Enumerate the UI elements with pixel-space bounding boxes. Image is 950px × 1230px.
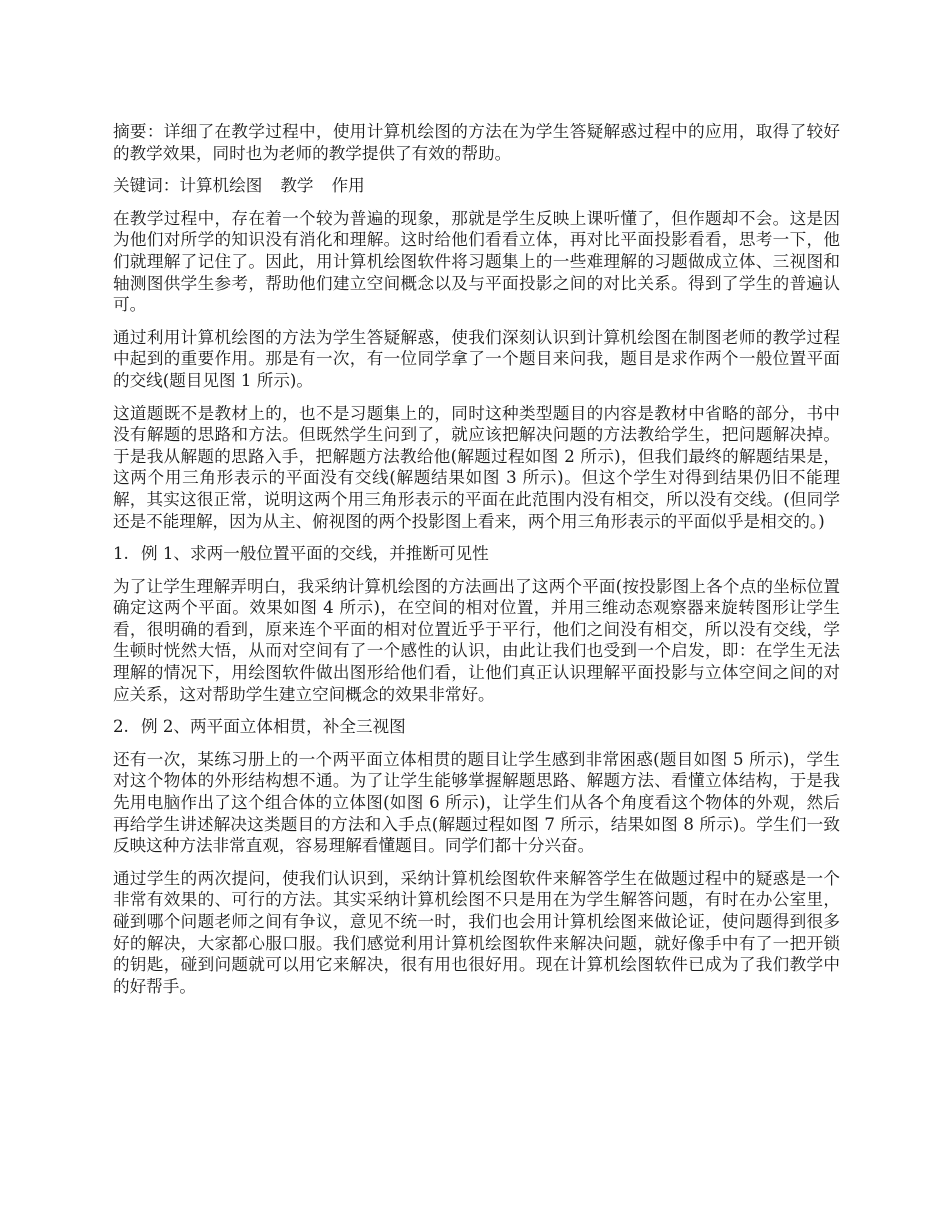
body-paragraph: 这道题既不是教材上的，也不是习题集上的，同时这种类型题目的内容是教材中省略的部分，书中没有解题的思路和方法。但既然学生问到了，就应该把解决问题的方法教给学生，把问题解决掉。于是我从解题的思路入手，把解题方法教给他(解题过程如图 2 所示)，但我们最终的解题结果是，这两个用三角形表示的平面没有交线(解题结果如图 3 所示)。但这个学生对得到结果仍旧不能理解，其实这很正常，说明这两个用三角形表示的平面在此范围内没有相交，所以没有交线。(但同学还是不能理解，因为从主、俯视图的两个投影图上看来，两个用三角形表示的平面似乎是相交的。) — [113, 403, 840, 531]
section-title: 例 1、求两一般位置平面的交线，并推断可见性 — [141, 544, 489, 564]
section-title: 例 2、两平面立体相贯，补全三视图 — [141, 717, 406, 737]
keyword-term: 计算机绘图 — [179, 176, 263, 196]
section-heading-1 — [113, 543, 840, 565]
section-number: 1. — [113, 544, 129, 564]
section-heading-2 — [113, 716, 840, 738]
body-paragraph: 还有一次，某练习册上的一个两平面立体相贯的题目让学生感到非常困惑(题目如图 5 所示)，学生对这个物体的外形结构想不通。为了让学生能够掌握解题思路、解题方法、看懂立体结构，于是我先用电脑作出了这个组合体的立体图(如图 6 所示)，让学生们从各个角度看这个物体的外观，然后再给学生讲述解决这类题目的方法和入手点(解题过程如图 7 所示，结果如图 8 所示)。学生们一致反映这种方法非常直观，容易理解看懂题目。同学们都十分兴奋。 — [113, 749, 840, 856]
body-paragraph: 在教学过程中，存在着一个较为普遍的现象，那就是学生反映上课听懂了，但作题却不会。这是因为他们对所学的知识没有消化和理解。这时给他们看看立体，再对比平面投影看看，思考一下，他们就理解了记住了。因此，用计算机绘图软件将习题集上的一些难理解的习题做成立体、三视图和轴测图供学生参考，帮助他们建立空间概念以及与平面投影之间的对比关系。得到了学生的普遍认可。 — [113, 208, 840, 315]
keyword-term: 教学 — [280, 176, 314, 196]
body-paragraph: 为了让学生理解弄明白，我采纳计算机绘图的方法画出了这两个平面(按投影图上各个点的坐标位置确定这两个平面。效果如图 4 所示)，在空间的相对位置，并用三维动态观察器来旋转图形让学生看，很明确的看到，原来连个平面的相对位置近乎于平行，他们之间没有相交，所以没有交线，学生顿时恍然大悟，从而对空间有了一个感性的认识，由此让我们也受到一个启发，即：在学生无法理解的情况下，用绘图软件做出图形给他们看，让他们真正认识理解平面投影与立体空间之间的对应关系，这对帮助学生建立空间概念的效果非常好。 — [113, 576, 840, 704]
document-page — [113, 121, 840, 1008]
body-paragraph: 通过利用计算机绘图的方法为学生答疑解惑，使我们深刻认识到计算机绘图在制图老师的教学过程中起到的重要作用。那是有一次，有一位同学拿了一个题目来问我，题目是求作两个一般位置平面的交线(题目见图 1 所示)。 — [113, 327, 840, 390]
keywords-label: 关键词： — [113, 176, 180, 196]
keyword-term: 作用 — [331, 176, 365, 196]
abstract-paragraph: 摘要：详细了在教学过程中，使用计算机绘图的方法在为学生答疑解惑过程中的应用，取得了较好的教学效果，同时也为老师的教学提供了有效的帮助。 — [113, 122, 840, 163]
section-number: 2. — [113, 717, 129, 737]
keywords-line — [113, 175, 840, 197]
conclusion-paragraph: 通过学生的两次提问，使我们认识到，采纳计算机绘图软件来解答学生在做题过程中的疑惑是一个非常有效果的、可行的方法。其实采纳计算机绘图不只是用在为学生解答问题，有时在办公室里，碰到哪个问题老师之间有争议，意见不统一时，我们也会用计算机绘图来做论证，使问题得到很多好的解决，大家都心服口服。我们感觉利用计算机绘图软件来解决问题，就好像手中有了一把开锁的钥匙，碰到问题就可以用它来解决，很有用也很好用。现在计算机绘图软件已成为了我们教学中的好帮手。 — [113, 868, 840, 996]
